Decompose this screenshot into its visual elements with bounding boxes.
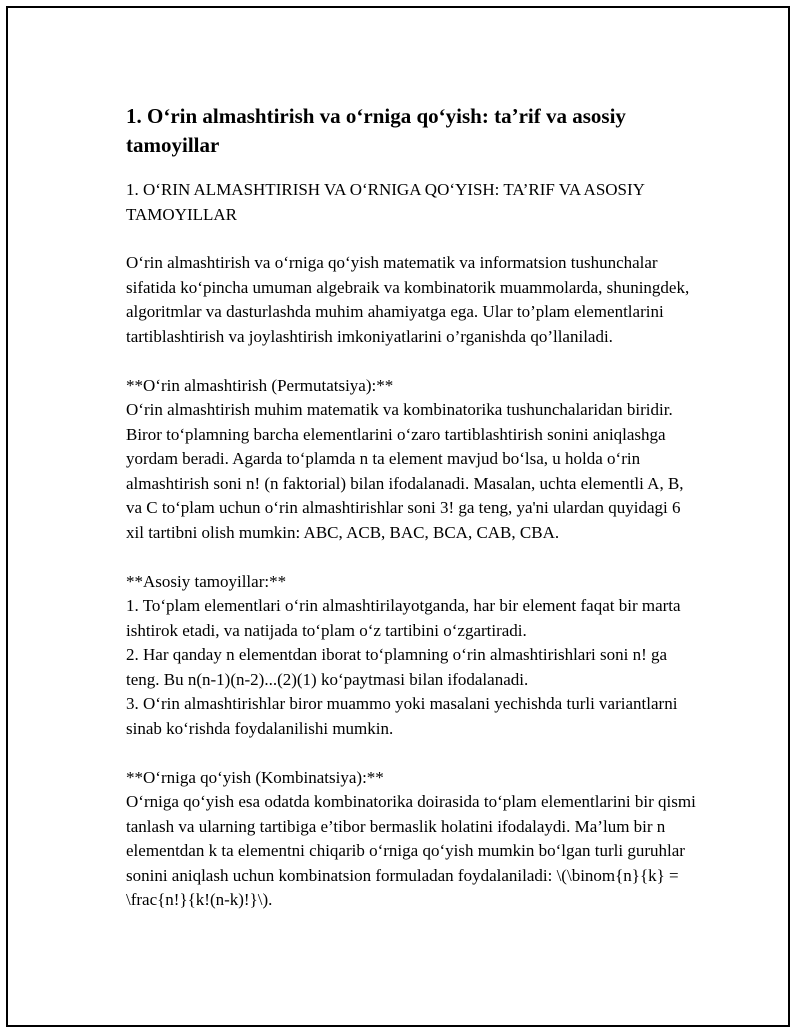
permutation-section bbox=[126, 374, 701, 546]
page-frame bbox=[6, 6, 790, 1027]
principle-item: 3. O‘rin almashtirishlar biror muammo yoki masalani yechishda turli variantlarni sinab ko‘rishda foydalanilishi mumkin. bbox=[126, 694, 678, 738]
combination-body: O‘rniga qo‘yish esa odatda kombinatorika doirasida to‘plam elementlarini bir qismi tanlash va ularning tartibiga e’tibor bermaslik holatini ifodalaydi. Ma’lum bir n elementdan k ta elementni chiqarib o‘rniga qo‘yish mumkin bo‘lgan turli guruhlar sonini aniqlash uchun kombinatsion formuladan foydalaniladi: \(\binom{n}{k} = \frac{n!}{k!(n-k)!}\). bbox=[126, 792, 696, 909]
permutation-body: O‘rin almashtirish muhim matematik va kombinatorika tushunchalaridan biridir. Biror to‘plamning barcha elementlarini o‘zaro tartiblashtirish sonini aniqlashga yordam beradi. Agarda to‘plamda n ta element mavjud bo‘lsa, u holda o‘rin almashtirish soni n! (n faktorial) bilan ifodalanadi. Masalan, uchta elementli A, B, va C to‘plam uchun o‘rin almashtirishlar soni 3! ga teng, ya'ni ulardan quyidagi 6 xil tartibni olish mumkin: ABC, ACB, BAC, BCA, CAB, CBA. bbox=[126, 400, 684, 542]
document-title: 1. O‘rin almashtirish va o‘rniga qo‘yish: ta’rif va asosiy tamoyillar bbox=[126, 104, 626, 157]
principle-item: 1. To‘plam elementlari o‘rin almashtirilayotganda, har bir element faqat bir marta ishtirok etadi, va natijada to‘plam o‘z tartibini o‘zgartiradi. bbox=[126, 596, 681, 640]
principles-heading: **Asosiy tamoyillar:** bbox=[126, 571, 287, 591]
permutation-heading: **O‘rin almashtirish (Permutatsiya):** bbox=[126, 375, 394, 395]
principles-section bbox=[126, 570, 701, 742]
section-subtitle: 1. O‘RIN ALMASHTIRISH VA O‘RNIGA QO‘YISH: TA’RIF VA ASOSIY TAMOYILLAR bbox=[126, 180, 645, 224]
combination-section bbox=[126, 766, 701, 913]
intro-paragraph: O‘rin almashtirish va o‘rniga qo‘yish matematik va informatsion tushunchalar sifatida ko‘pincha umuman algebraik va kombinatorik muammolarda, shuningdek, algoritmlar va dasturlashda muhim ahamiyatga ega. Ular to’plam elementlarini tartiblashtirish va joylashtirish imkoniyatlarini o’rganishda qo’llaniladi. bbox=[126, 253, 690, 346]
combination-heading: **O‘rniga qo‘yish (Kombinatsiya):** bbox=[126, 767, 384, 787]
document-body bbox=[126, 102, 701, 937]
principle-item: 2. Har qanday n elementdan iborat to‘plamning o‘rin almashtirishlari soni n! ga teng. Bu n(n-1)(n-2)...(2)(1) ko‘paytmasi bilan ifodalanadi. bbox=[126, 645, 668, 689]
